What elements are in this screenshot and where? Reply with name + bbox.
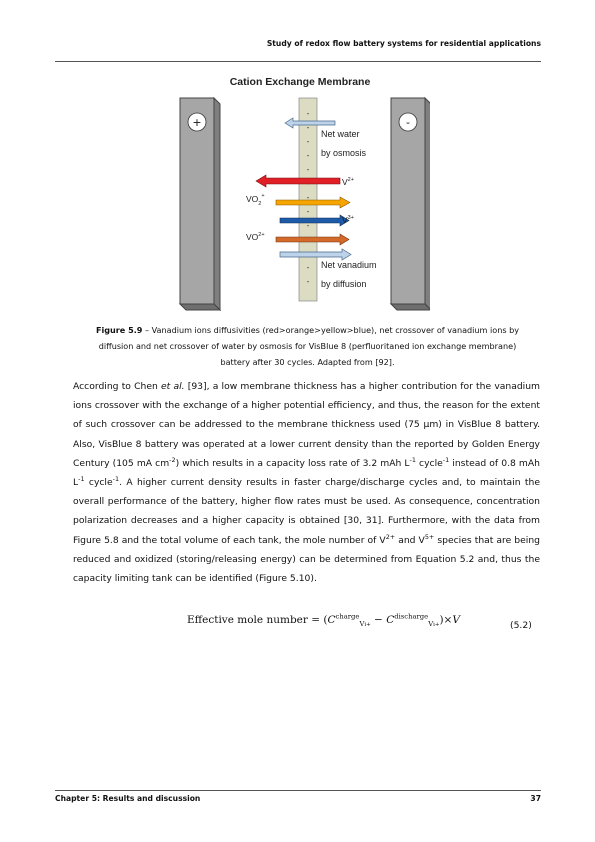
net-water-osmosis-label: by osmosis (321, 148, 367, 158)
body-paragraph: According to Chen et al. [93], a low membrane thickness has a higher contribution for the vanadium ions crossover with the exchange of a higher potential efficiency, and thus, the reason for the extent of such crossover can be addressed to the membrane thickness used (75 μm) in VisBlue 8 battery. Also, VisBlue 8 battery was operated at a lower current density than the reported by Golden Energy Century (105 mA $cm^{-2}$) which results in a capacity loss rate of 3.2 mAh $L^{-1}$ cycle$^{-1}$ instead of 0.8 mAh $L^{-1}$ cycle$^{-1}$. A higher current density results in faster charge/discharge cycles and, to maintain the overall performance of the battery, higher flow rates must be used. As consequence, concentration polarization decreases and a higher capacity is obtained [30, 31]. Furthermore, with the data from Figure 5.8 and the total volume of each tank, the mole number of $V^{2+}$ and $V^{5+}$ species that are being reduced and oxidized (storing/releasing energy) can be determined from Equation 5.2 and, thus the capacity limiting tank can be identified (Figure 5.10). (73, 381, 540, 585)
vo2-label: $VO^{2+}$ (246, 232, 265, 242)
figure-diagram (170, 70, 430, 315)
equation-5-2: Effective mole number = $(C^{charge}_{Vi+} - C^{discharge}_{Vi+})\times V$ (187, 612, 460, 629)
caption-line-3: battery after 30 cycles. Adapted from [92]. (220, 357, 395, 367)
figure-label: Figure 5.9 (95, 325, 143, 335)
et-al: et al. (161, 381, 185, 392)
vo2plus-label: $VO_2^+$ (246, 193, 265, 207)
positive-electrode (180, 98, 220, 310)
net-water-label: Net water (321, 129, 360, 139)
svg-text:-: - (306, 207, 310, 216)
footer-rule (55, 790, 541, 791)
v2-arrow (256, 175, 340, 187)
v3-label: $V^{3+}$ (342, 215, 354, 225)
figure-title: Cation Exchange Membrane (229, 76, 371, 88)
membrane (299, 98, 317, 301)
net-vanadium-label: Net vanadium (321, 260, 377, 270)
running-header: Study of redox flow battery systems for residential applications (266, 39, 541, 48)
svg-text:-: - (306, 277, 310, 286)
header-rule (55, 61, 541, 62)
caption-line-1: – Vanadium ions diffusivities (red>orange>yellow>blue), net crossover of vanadium ions by (142, 325, 520, 335)
negative-electrode (391, 98, 430, 310)
figure-caption (70, 322, 545, 370)
svg-text:-: - (306, 165, 310, 174)
negative-sign: - (406, 116, 410, 129)
equation-number: (5.2) (510, 620, 532, 631)
equation-lhs: Effective mole number (187, 614, 308, 626)
svg-text:-: - (306, 123, 310, 132)
footer-chapter: Chapter 5: Results and discussion (55, 794, 201, 803)
svg-text:-: - (306, 109, 310, 118)
net-vanadium-diffusion-label: by diffusion (321, 279, 367, 289)
svg-text:-: - (306, 137, 310, 146)
positive-sign: + (192, 116, 202, 129)
svg-text:-: - (306, 263, 310, 272)
page-number: 37 (530, 794, 541, 803)
caption-line-2: diffusion and net crossover of water by osmosis for VisBlue 8 (perfluoritaned ion exchange membrane) (98, 341, 517, 351)
svg-text:-: - (306, 193, 310, 202)
v2-label: $V^{2+}$ (342, 177, 354, 187)
svg-text:-: - (306, 221, 310, 230)
membrane-diagram-svg (170, 70, 430, 315)
svg-text:-: - (306, 151, 310, 160)
